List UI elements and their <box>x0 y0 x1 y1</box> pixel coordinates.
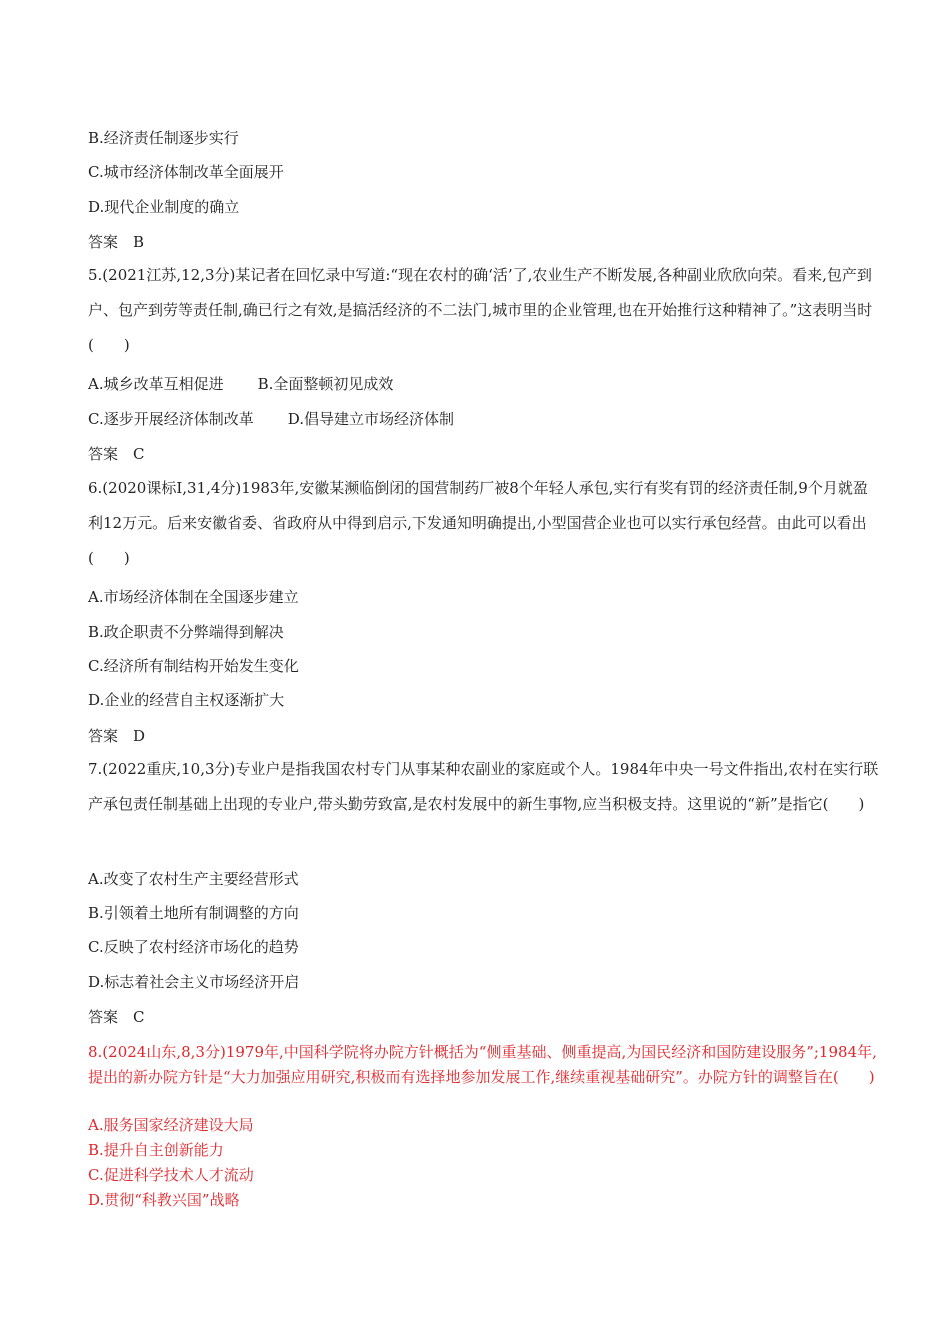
q8-stem-block <box>88 1040 878 1090</box>
q5-stem: 5.(2021江苏,12,3分)某记者在回忆录中写道:“现在农村的确‘活’了,农业生产不断发展,各种副业欣欣向荣。看来,包产到户、包产到劳等责任制,确已行之有效,是搞活经济的不二法门,城市里的企业管理,也在开始推行这种精神了。”这表明当时( ) <box>88 266 873 354</box>
q6-stem: 6.(2020课标Ⅰ,31,4分)1983年,安徽某濒临倒闭的国营制药厂被8个年轻人承包,实行有奖有罚的经济责任制,9个月就盈利12万元。后来安徽省委、省政府从中得到启示,下发通知明确提出,小型国营企业也可以实行承包经营。由此可以看出( ) <box>88 479 868 567</box>
q4-answer: 答案 B <box>88 233 145 251</box>
q6-answer: 答案 D <box>88 727 146 745</box>
q5-option-b: B.全面整顿初见成效 <box>257 375 394 393</box>
q5-answer: 答案 C <box>88 445 145 463</box>
q5-option-a: A.城乡改革互相促进 <box>88 375 224 393</box>
q8-option-c: C.促进科学技术人才流动 <box>88 1166 254 1184</box>
q4-option-c: C.城市经济体制改革全面展开 <box>88 163 284 181</box>
q6-option-b: B.政企职责不分弊端得到解决 <box>88 623 284 641</box>
q7-option-d: D.标志着社会主义市场经济开启 <box>88 973 300 991</box>
q7-option-c: C.反映了农村经济市场化的趋势 <box>88 938 299 956</box>
q7-option-b: B.引领着土地所有制调整的方向 <box>88 904 299 922</box>
q5-options-row1 <box>88 374 393 394</box>
q8-source: 8.(2024山东,8,3分) <box>88 1043 226 1061</box>
q6-option-a: A.市场经济体制在全国逐步建立 <box>88 588 299 606</box>
q7-stem: 7.(2022重庆,10,3分)专业户是指我国农村专门从事某种农副业的家庭或个人。1984年中央一号文件指出,农村在实行联产承包责任制基础上出现的专业户,带头勤劳致富,是农村发展中的新生事物,应当积极支持。这里说的“新”是指它( ) <box>88 760 879 813</box>
q8-option-b: B.提升自主创新能力 <box>88 1141 224 1159</box>
q7-option-a: A.改变了农村生产主要经营形式 <box>88 870 299 888</box>
q7-answer: 答案 C <box>88 1008 145 1026</box>
q5-option-c: C.逐步开展经济体制改革 <box>88 410 254 428</box>
q5-option-d: D.倡导建立市场经济体制 <box>287 410 454 428</box>
q8-option-d: D.贯彻“科教兴国”战略 <box>88 1191 240 1209</box>
q5-options-row2 <box>88 409 454 429</box>
q4-option-d: D.现代企业制度的确立 <box>88 198 240 216</box>
q6-option-d: D.企业的经营自主权逐渐扩大 <box>88 691 285 709</box>
q8-option-a: A.服务国家经济建设大局 <box>88 1116 254 1134</box>
q4-option-b: B.经济责任制逐步实行 <box>88 129 239 147</box>
q6-option-c: C.经济所有制结构开始发生变化 <box>88 657 299 675</box>
q8-stem: 1979年,中国科学院将办院方针概括为“侧重基础、侧重提高,为国民经济和国防建设服务”;1984年,提出的新办院方针是“大力加强应用研究,积极而有选择地参加发展工作,继续重视基础研究”。办院方针的调整旨在( ) <box>88 1043 877 1086</box>
